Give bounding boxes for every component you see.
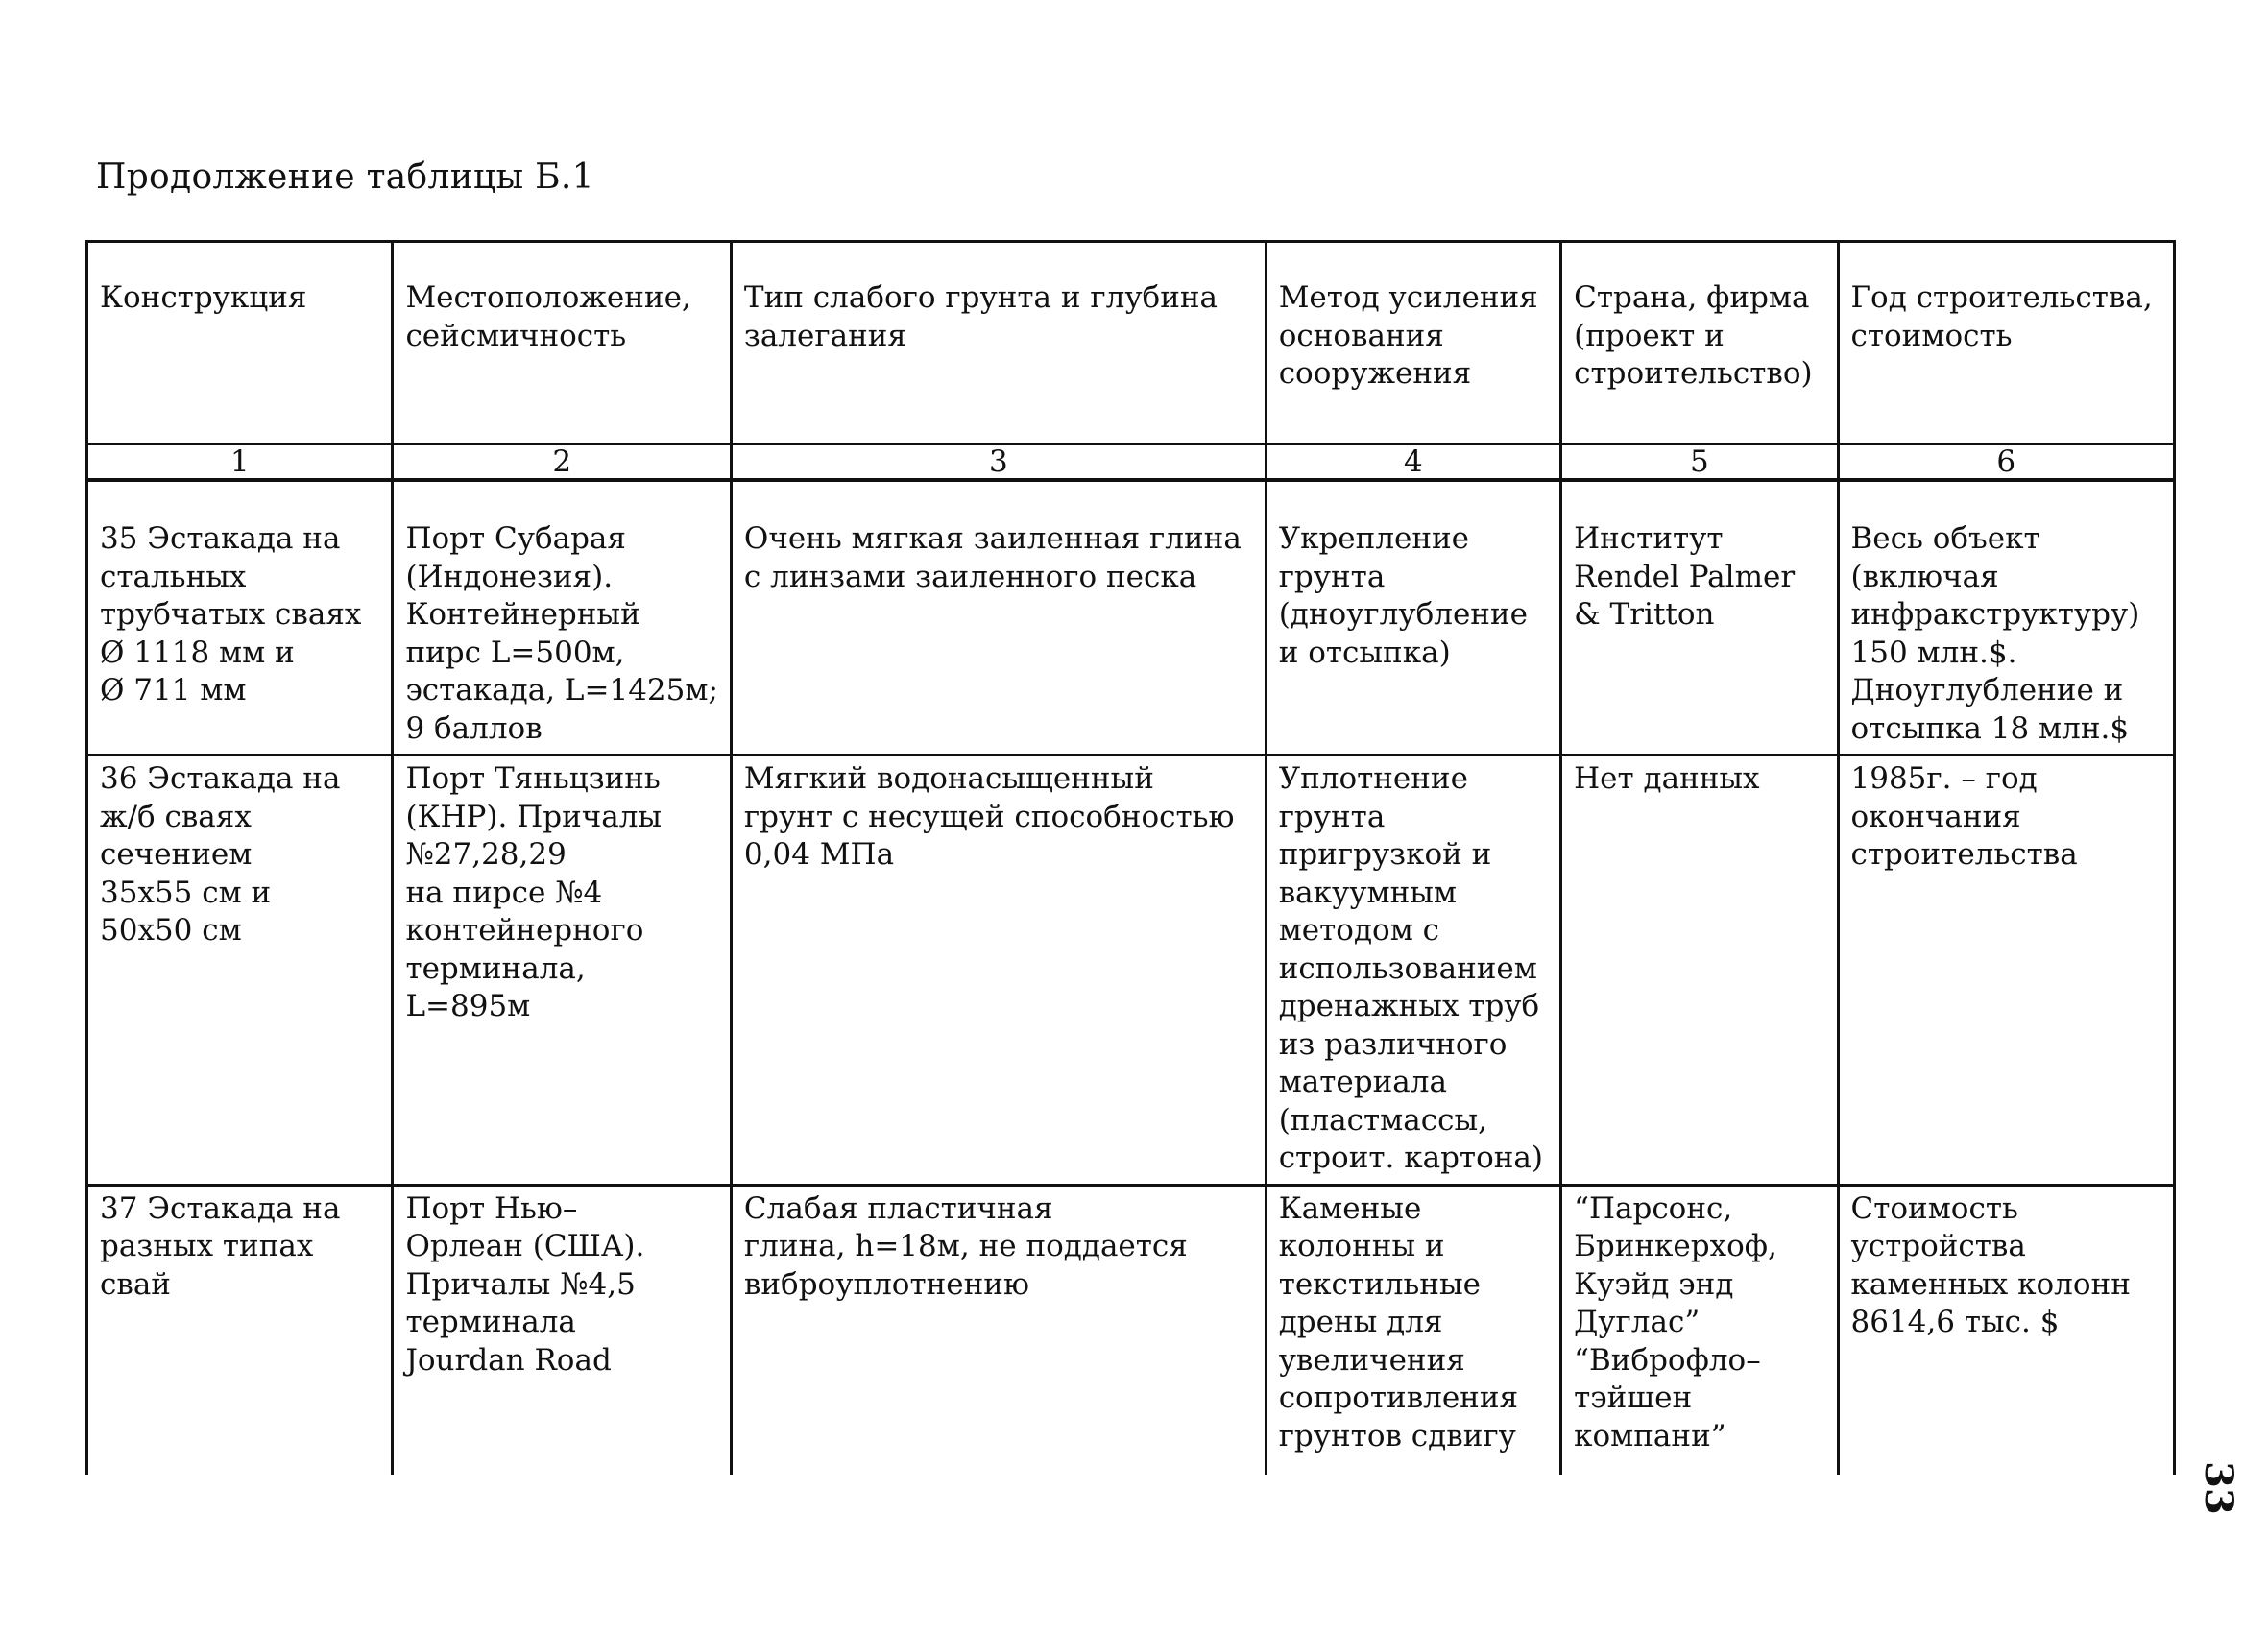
- cell-country-company: “Парсонс, Бринкерхоф, Куэйд энд Дуглас” “Виброфло– тэйшен компани”: [1561, 1185, 1838, 1475]
- column-number-row: [87, 444, 2175, 481]
- cell-country-company: Нет данных: [1561, 756, 1838, 1186]
- cell-soil-type: Очень мягкая заиленная глина с линзами заиленного песка: [731, 480, 1266, 756]
- cell-location: Порт Субарая (Индонезия). Контейнерный пирс L=500м, эстакада, L=1425м; 9 баллов: [393, 480, 731, 756]
- header-reinforcement-method: Метод усиления основания сооружения: [1266, 242, 1560, 444]
- page-number: 33: [2196, 1461, 2241, 1515]
- header-location: Местоположение, сейсмичность: [393, 242, 731, 444]
- cell-year-cost: Весь объект (включая инфракструктуру) 150 млн.$. Дноуглубление и отсыпка 18 млн.$: [1838, 480, 2175, 756]
- cell-construction: 37 Эстакада на разных типах свай: [87, 1185, 393, 1475]
- header-construction: Конструкция: [87, 242, 393, 444]
- column-number: 2: [393, 444, 731, 481]
- cell-soil-type: Мягкий водонасыщенный грунт с несущей способностью 0,04 МПа: [731, 756, 1266, 1186]
- table-header-row: [87, 242, 2175, 444]
- cell-reinforcement-method: Укрепление грунта (дноуглубление и отсыпка): [1266, 480, 1560, 756]
- table-row: [87, 1185, 2175, 1475]
- header-soil-type: Тип слабого грунта и глубина залегания: [731, 242, 1266, 444]
- header-year-cost: Год строительства, стоимость: [1838, 242, 2175, 444]
- cell-reinforcement-method: Каменые колонны и текстильные дрены для увеличения сопротивления грунтов сдвигу: [1266, 1185, 1560, 1475]
- column-number: 3: [731, 444, 1266, 481]
- table-row: [87, 480, 2175, 756]
- cell-location: Порт Нью– Орлеан (США). Причалы №4,5 терминала Jourdan Road: [393, 1185, 731, 1475]
- table-row: [87, 756, 2175, 1186]
- column-number: 6: [1838, 444, 2175, 481]
- cell-year-cost: Стоимость устройства каменных колонн 8614,6 тыс. $: [1838, 1185, 2175, 1475]
- cell-reinforcement-method: Уплотнение грунта пригрузкой и вакуумным методом с использованием дренажных труб из различного материала (пластмассы, строит. картона): [1266, 756, 1560, 1186]
- data-table: [85, 240, 2176, 1475]
- column-number: 5: [1561, 444, 1838, 481]
- cell-year-cost: 1985г. – год окончания строительства: [1838, 756, 2175, 1186]
- column-number: 1: [87, 444, 393, 481]
- header-country-company: Страна, фирма (проект и строительство): [1561, 242, 1838, 444]
- cell-soil-type: Слабая пластичная глина, h=18м, не поддается виброуплотнению: [731, 1185, 1266, 1475]
- table-caption: Продолжение таблицы Б.1: [96, 157, 594, 197]
- column-number: 4: [1266, 444, 1560, 481]
- cell-construction: 35 Эстакада на стальных трубчатых сваях Ø 1118 мм и Ø 711 мм: [87, 480, 393, 756]
- cell-location: Порт Тяньцзинь (КНР). Причалы №27,28,29 на пирсе №4 контейнерного терминала, L=895м: [393, 756, 731, 1186]
- cell-country-company: Институт Rendel Palmer & Tritton: [1561, 480, 1838, 756]
- cell-construction: 36 Эстакада на ж/б сваях сечением 35х55 см и 50х50 см: [87, 756, 393, 1186]
